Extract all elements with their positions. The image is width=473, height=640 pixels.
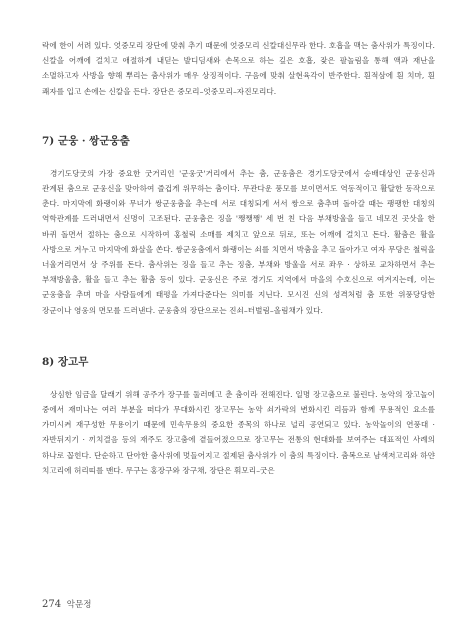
book-title: 악문정 [66, 600, 92, 610]
page-footer [42, 598, 91, 610]
section-8-paragraph: 상심한 임금을 달래기 위해 공주가 장구를 둘러메고 춘 춤이라 전해진다. 일명 장고춤으로 불린다. 농악의 장고놀이 중에서 재미나는 여러 부분을 떠다가 무대화시킨 장고무는 농악 쇠가락의 변화시킨 리듬과 함께 무용적인 요소를 가미시켜 재구성한 무용이기 때문에 민속무용의 중요한 종목의 하나로 널리 공연되고 있다. 농악놀이의 연풍대 · 자반뒤지기 · 끼치결음 등의 재주도 장고춤에 곁들어졌으므로 장고무는 전통의 현대화를 보여주는 대표적인 사례의 하나로 꼽힌다. 단순하고 단아한 춤사위에 멋들어지고 절제된 춤사위가 이 춤의 특징이다. 춤복으로 남색저고리와 하얀 치고리에 허리띠를 맨다. 무구는 홍장구와 장구채, 장단은 휘모리–굿은 [42, 389, 435, 475]
page-content [42, 38, 435, 478]
section-7-paragraph: 경기도당굿의 가장 중요한 굿거리인 '군웅굿'거리에서 추는 춤, 군웅춤은 경기도당굿에서 승배대상인 군웅신과 관계된 춤으로 군웅신을 맞아하여 즐겁게 위무하는 춤이다. 무관다운 풍모를 보이면서도 역동적이고 활달한 동작으로 춘다. 마지막에 화랭이와 무녀가 쌍군웅춤을 추는데 서로 대칭되게 서서 쌍으로 춤추며 돌아갈 때는 팽팽한 대칭의 역학관계를 드러내면서 신명이 고조된다. 군웅춤은 징을 '쨍쨍쨍' 세 번 친 다음 부채방울을 들고 네모진 곳삿을 한 바퀴 돌면서 절하는 춤으로 시작하여 홍철릭 소매를 제치고 앞으로 뒤로, 또는 어깨에 걸치고 돈다. 활춤은 활을 사방으로 겨누고 마지막에 화살을 쏜다. 쌍군웅춤에서 화랭이는 쇠를 치면서 박춤을 추고 돌아가고 여자 무당은 철릭을 너울거리면서 상 주위를 돈다. 춤사위는 징을 들고 추는 징춤, 부채와 방울을 서로 좌우 · 상하로 교차하면서 추는 부채방울춤, 활을 들고 추는 활춤 등이 있다. 군웅신은 주로 경기도 지역에서 마을의 수호신으로 여겨지는데, 이는 군웅춤을 추며 마을 사람들에게 태평을 가져다준다는 의미를 지닌다. 모시진 신의 성격처럼 춤 또한 위풍당당한 장군이나 영웅의 면모를 드러낸다. 군웅춤의 장단으로는 진쇠–터벌림–올림채가 있다. [42, 168, 435, 315]
page-number: 274 [42, 599, 62, 610]
opening-paragraph: 락에 한이 서려 있다. 엇중모리 장단에 맞춰 추기 때문에 엇중모리 신칼대신무라 한다. 호흡을 맥는 춤사위가 특징이다. 신칼을 어깨에 걸치고 애절하게 내딛는 발디딤새와 손목으로 하는 깊은 호흡, 잦은 팔놀림을 통해 액과 재난을 소멸하고자 사방을 향해 뿌리는 춤사위가 매우 상징적이다. 구음에 맞춰 살현육각이 반주한다. 흰적삼에 흰 치마, 흰 쾌자를 입고 손에는 신칼을 든다. 장단은 중모리–엇중모리–자진모리다. [42, 41, 435, 96]
section-7-heading: 7) 군웅 · 쌍군웅춤 [42, 134, 130, 147]
section-8-heading: 8) 장고무 [42, 355, 89, 368]
